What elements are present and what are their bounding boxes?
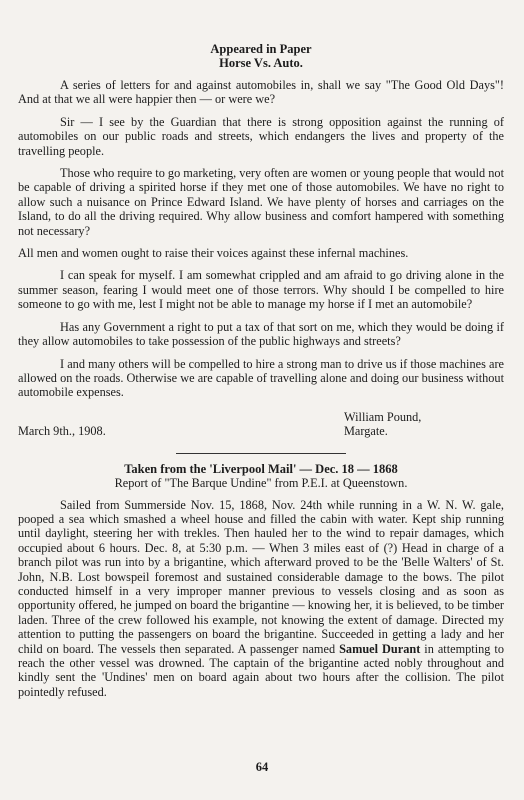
signature-block (18, 410, 504, 439)
page-number: 64 (255, 760, 269, 774)
report-text-part1: Sailed from Summerside Nov. 15, 1868, Nov. 24th while running in a W. N. W. gale, pooped a sea which smashed a wheel house and filled the cabin with water. Kept ship running until daylight, steering her with trekles. Then hauled her to the wind to repair damages, which occupied about 6 hours. Dec. 8, at 5:30 p.m. — When 3 miles east of (?) Head in charge of a branch pilot was run into by a brigantine, which afterward proved to be the 'Belle Walters' of St. John, N.B. Lost bowspeil foremost and sustained considerable damage to the bows. The pilot conducted himself in a very improper manner previous to vessels closing and as soon as opportunity offered, he jumped on board the brigantine — knowing her, it is believed, to be timber laden. Three of the crew followed his example, not knowing the extent of damage. Directed my attention to putting the passengers on board the brigantine. Succeeded in getting a lady and her child on board. The vessels then separated. A passenger named (18, 497, 504, 656)
page-content (18, 42, 504, 699)
second-article-subheading: Report of "The Barque Undine" from P.E.I. at Queenstown. (114, 475, 408, 490)
report-text-part2: in attempting to reach the other vessel was drowned. The captain of the brigantine acted nobly throughout and kindly sent the 'Undines' men on board again about two hours after the collision. The pilot pointedly refused. (18, 641, 505, 699)
letter-paragraph-4: I can speak for myself. I am somewhat crippled and am afraid to go driving alone in the summer season, fearing I would meet one of those terrors. Why should I be compelled to hire someone to go with me, lest I might not be able to manage my horse if I met an automobile? (18, 268, 504, 312)
letter-paragraph-2: Those who require to go marketing, very often are women or young people that would not be capable of driving a spirited horse if they met one of those automobiles. We have no right to allow such a nuisance on Prince Edward Island. We have plenty of horses and carriages on the Island, to do all the driving required. Why allow business and comfort hampered with something not necessary? (18, 166, 504, 238)
article-heading-line2: Horse Vs. Auto. (219, 56, 303, 70)
section-divider (176, 453, 346, 454)
signer (344, 410, 504, 439)
intro-paragraph: A series of letters for and against automobiles in, shall we say "The Good Old Days"! And at that we all were happier then — or were we? (18, 78, 504, 107)
letter-paragraph-3: All men and women ought to raise their voices against these infernal machines. (18, 246, 409, 261)
second-article-heading: Taken from the 'Liverpool Mail' — Dec. 18 — 1868 (124, 461, 398, 476)
letter-date: March 9th., 1908. (18, 424, 106, 439)
ship-report-paragraph (18, 498, 504, 700)
letter-paragraph-5: Has any Government a right to put a tax of that sort on me, which they would be doing if they allow automobiles to take possession of the public highways and streets? (18, 319, 504, 349)
passenger-name: Samuel Durant (339, 641, 421, 656)
letter-paragraph-6: I and many others will be compelled to hire a strong man to drive us if those machines are allowed on the roads. Otherwise we are capable of travelling alone and doing our business without automobile expenses. (18, 356, 504, 400)
signer-name: William Pound, (344, 409, 422, 424)
letter-paragraph-1: Sir — I see by the Guardian that there is strong opposition against the running of automobiles on our public roads and streets, which endangers the lives and property of the travelling people. (18, 114, 504, 158)
signer-place: Margate. (344, 424, 388, 439)
article-heading-line1: Appeared in Paper (210, 42, 312, 56)
